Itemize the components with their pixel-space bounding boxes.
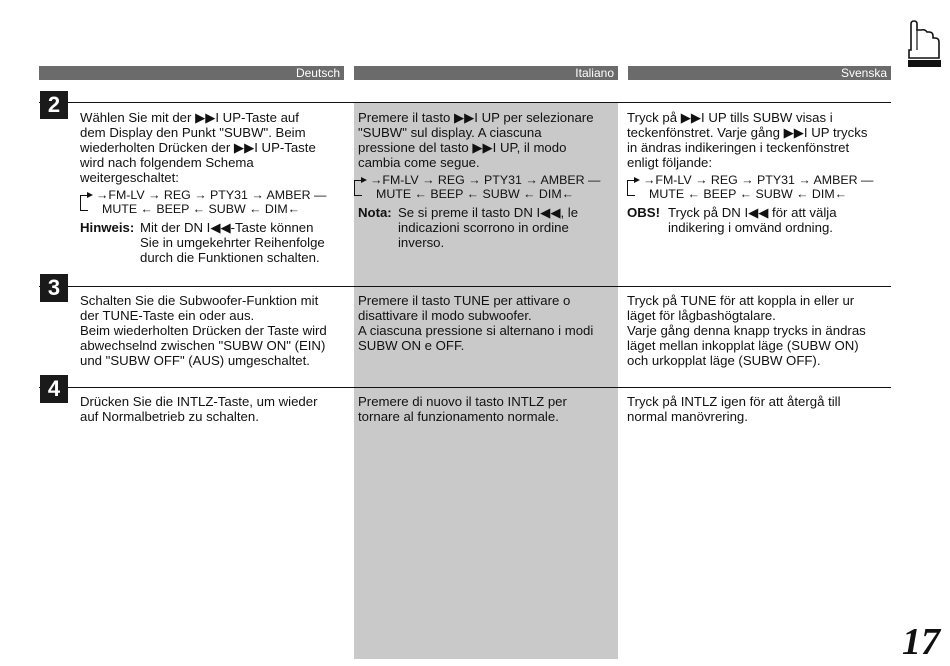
step-3-sv-text: Tryck på TUNE för att koppla in eller ur läget för lågbashögtalare. Varje gång denna knapp trycks in ändras läget mellan inkopplat läge (SUBW ON) och urkopplat läge (SUBW OFF). bbox=[627, 293, 866, 368]
flow-line-1: →FM-LV → REG → PTY31 → AMBER — bbox=[96, 188, 327, 202]
step-4-it-text: Premere di nuovo il tasto INTLZ per tornare al funzionamento normale. bbox=[358, 394, 567, 424]
step-4-de-text: Drücken Sie die INTLZ-Taste, um wieder auf Normalbetrieb zu schalten. bbox=[80, 394, 318, 424]
header-italiano: Italiano bbox=[354, 66, 618, 80]
step-4-italiano bbox=[358, 394, 616, 424]
step-2-sv-flow-diagram bbox=[627, 173, 891, 201]
step-2-it-text: Premere il tasto ▶▶I UP per selezionare "SUBW" sul display. A ciascuna pressione del tasto ▶▶I UP, il modo cambia come segue. bbox=[358, 110, 594, 170]
step-2-it-flow-diagram bbox=[354, 173, 616, 201]
step-2-deutsch bbox=[80, 110, 348, 265]
note-label: OBS! bbox=[627, 205, 660, 220]
flow-line-1: →FM-LV → REG → PTY31 → AMBER — bbox=[370, 173, 601, 187]
step-4-sv-text: Tryck på INTLZ igen för att återgå till normal manövrering. bbox=[627, 394, 841, 424]
step-4-svenska bbox=[627, 394, 891, 424]
header-deutsch: Deutsch bbox=[39, 66, 344, 80]
step-2-rule bbox=[39, 102, 891, 103]
step-2-sv-note bbox=[627, 205, 891, 235]
step-number-3: 3 bbox=[40, 274, 68, 302]
step-3-deutsch bbox=[80, 293, 348, 368]
step-4-rule bbox=[39, 387, 891, 388]
flow-loop-bracket bbox=[80, 195, 88, 211]
header-svenska: Svenska bbox=[628, 66, 891, 80]
step-2-svenska bbox=[627, 110, 891, 235]
hand-pointer-icon bbox=[905, 20, 943, 68]
note-label: Nota: bbox=[358, 205, 392, 220]
flow-line-2: MUTE ← BEEP ← SUBW ← DIM← bbox=[649, 187, 848, 201]
flow-line-2: MUTE ← BEEP ← SUBW ← DIM← bbox=[102, 202, 301, 216]
note-text: Mit der DN I◀◀-Taste können Sie in umgekehrter Reihenfolge durch die Funktionen schalten. bbox=[140, 220, 325, 265]
step-number-4: 4 bbox=[40, 375, 68, 403]
step-number-2: 2 bbox=[40, 91, 68, 119]
step-2-de-text: Wählen Sie mit der ▶▶I UP-Taste auf dem Display den Punkt "SUBW". Beim wiederholten Drücken der ▶▶I UP-Taste wird nach folgendem Schema weitergeschaltet: bbox=[80, 110, 316, 185]
flow-line-1: →FM-LV → REG → PTY31 → AMBER — bbox=[643, 173, 874, 187]
flow-line-2: MUTE ← BEEP ← SUBW ← DIM← bbox=[376, 187, 575, 201]
step-3-de-text: Schalten Sie die Subwoofer-Funktion mit der TUNE-Taste ein oder aus. Beim wiederholten Drücken der Taste wird abwechselnd zwischen "SUBW ON" (EIN) und "SUBW OFF" (AUS) umgeschaltet. bbox=[80, 293, 327, 368]
note-text: Se si preme il tasto DN I◀◀, le indicazioni scorrono in ordine inverso. bbox=[398, 205, 579, 250]
step-2-italiano bbox=[358, 110, 616, 250]
flow-loop-bracket bbox=[627, 180, 635, 196]
flow-loop-bracket bbox=[354, 180, 362, 196]
note-label: Hinweis: bbox=[80, 220, 135, 235]
step-2-de-flow-diagram bbox=[80, 188, 348, 216]
step-2-de-note bbox=[80, 220, 348, 265]
step-2-sv-text: Tryck på ▶▶I UP tills SUBW visas i teckenfönstret. Varje gång ▶▶I UP trycks in ändras indikeringen i teckenfönstret enligt följande: bbox=[627, 110, 868, 170]
note-text: Tryck på DN I◀◀ för att välja indikering i omvänd ordning. bbox=[668, 205, 837, 235]
step-3-it-text: Premere il tasto TUNE per attivare o disattivare il modo subwoofer. A ciascuna pressione si alternano i modi SUBW ON e OFF. bbox=[358, 293, 594, 353]
step-2-it-note bbox=[358, 205, 616, 250]
page-number: 17 bbox=[902, 621, 940, 663]
step-3-rule bbox=[39, 286, 891, 287]
step-3-italiano bbox=[358, 293, 616, 353]
step-3-svenska bbox=[627, 293, 891, 368]
step-4-deutsch bbox=[80, 394, 348, 424]
